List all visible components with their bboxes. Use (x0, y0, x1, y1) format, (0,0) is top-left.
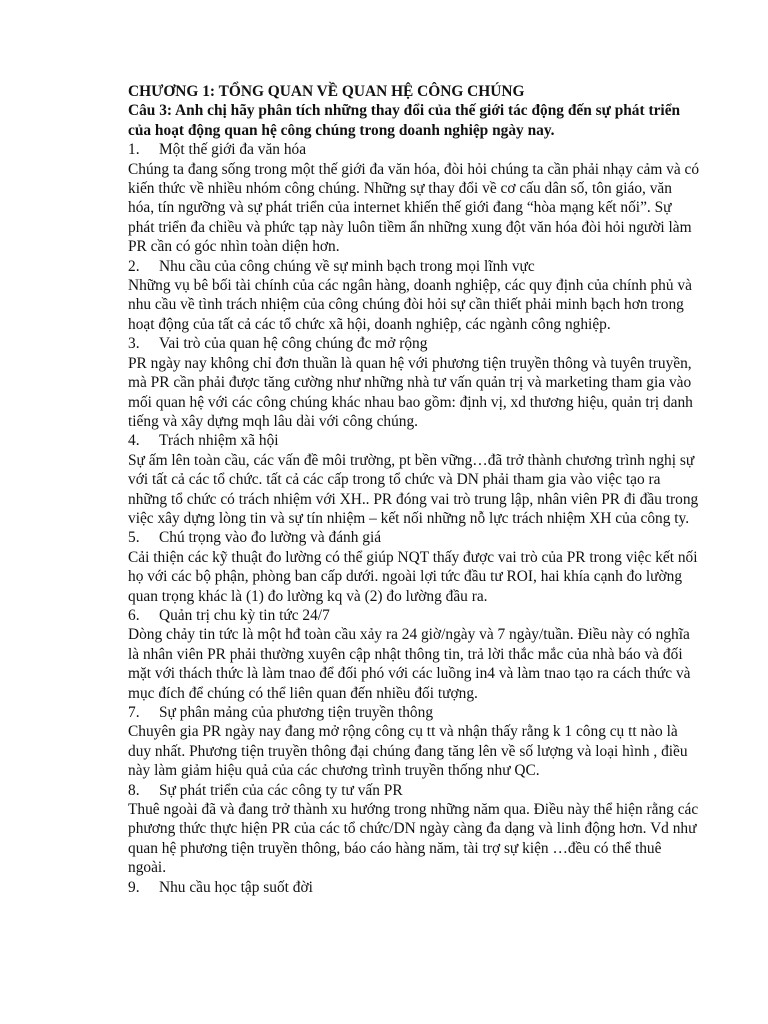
section-7-heading (128, 703, 700, 722)
section-4-heading (128, 431, 700, 450)
section-number: 3. (128, 335, 140, 353)
section-title: Một thế giới đa văn hóa (159, 141, 307, 159)
section-7-body: Chuyên gia PR ngày nay đang mở rộng công cụ tt và nhận thấy rằng k 1 công cụ tt nào là duy nhất. Phương tiện truyền thông đại chúng đang tăng lên về số lượng và loại hình , điều này làm giảm hiệu quả của các chương trình truyền thống như QC. (128, 723, 688, 780)
section-8-heading (128, 781, 700, 800)
section-6-heading (128, 606, 700, 625)
section-8-body: Thuê ngoài đã và đang trở thành xu hướng trong những năm qua. Điều này thể hiện rằng các phương thức thực hiện PR của các tổ chức/DN ngày càng đa dạng và linh động hơn. Vd như quan hệ phương tiện truyền thông, báo cáo hàng năm, tài trợ sự kiện …đều có thể thuê ngoài. (128, 801, 699, 877)
section-title: Nhu cầu học tập suốt đời (159, 878, 313, 896)
section-number: 4. (128, 432, 140, 450)
chapter-title: CHƯƠNG 1: TỔNG QUAN VỀ QUAN HỆ CÔNG CHÚNG (128, 83, 525, 100)
section-title: Trách nhiệm xã hội (159, 432, 279, 450)
section-number: 9. (128, 878, 140, 896)
document-page (128, 82, 700, 897)
section-3-body: PR ngày nay không chỉ đơn thuần là quan hệ với phương tiện truyền thông và tuyên truyền, mà PR cần phải được tăng cường như những nhà tư vấn quản trị và marketing tham gia vào mối quan hệ với các công chúng khác nhau bao gồm: định vị, xd thương hiệu, quản trị danh tiếng và xây dựng mqh lâu dài với công chúng. (128, 354, 693, 430)
section-4-body: Sự ấm lên toàn cầu, các vấn đề môi trường, pt bền vững…đã trở thành chương trình nghị sự với tất cả các tổ chức. tất cả các cấp trong tổ chức và DN phải tham gia vào việc tạo ra những tổ chức có trách nhiệm với XH.. PR đóng vai trò trung lập, nhân viên PR đi đầu trong việc xây dựng lòng tin và sự tín nhiệm – kết nối những nỗ lực trách nhiệm XH của công ty. (128, 451, 699, 527)
section-title: Chú trọng vào đo lường và đánh giá (159, 529, 382, 547)
section-3-heading (128, 334, 700, 353)
section-number: 2. (128, 257, 140, 275)
section-2-body: Những vụ bê bối tài chính của các ngân hàng, doanh nghiệp, các quy định của chính phủ và nhu cầu về tình trách nhiệm của công chúng đòi hỏi sự cần thiết phải minh bạch hơn trong hoạt động của tất cả các tổ chức xã hội, doanh nghiệp, các ngành công nghiệp. (128, 277, 692, 333)
section-1-heading (128, 140, 700, 159)
section-5-heading (128, 528, 700, 547)
section-6-body: Dòng chảy tin tức là một hđ toàn cầu xảy ra 24 giờ/ngày và 7 ngày/tuần. Điều này có nghĩa là nhân viên PR phải thường xuyên cập nhật thông tin, trả lời thắc mắc của nhà báo và đối mặt với thách thức là làm tnao để đối phó với các luồng in4 và làm tnao tạo ra cách thức và mục đích để chúng có thể liên quan đến nhiều đối tượng. (128, 626, 691, 702)
section-number: 8. (128, 781, 140, 799)
section-1-body: Chúng ta đang sống trong một thế giới đa văn hóa, đòi hỏi chúng ta cần phải nhạy cảm và có kiến thức về nhiều nhóm công chúng. Những sự thay đổi về cơ cấu dân số, tôn giáo, văn hóa, tín ngưỡng và sự phát triển của internet khiến thế giới đang “hòa mạng kết nối”. Sự phát triển đa chiều và phức tạp này luôn tiềm ẩn những xung đột văn hóa đòi hỏi người làm PR cần có góc nhìn toàn diện hơn. (128, 160, 700, 256)
section-title: Sự phát triển của các công ty tư vấn PR (159, 781, 403, 799)
section-number: 5. (128, 529, 140, 547)
section-5-body: Cải thiện các kỹ thuật đo lường có thể giúp NQT thấy được vai trò của PR trong việc kết nối họ với các bộ phận, phòng ban cấp dưới. ngoài lợi tức đầu tư ROI, hai khía cạnh đo lường quan trọng khác là (1) đo lường kq và (2) đo lường đầu ra. (128, 548, 698, 605)
section-title: Vai trò của quan hệ công chúng đc mở rộng (159, 335, 428, 353)
section-number: 6. (128, 606, 140, 624)
section-number: 7. (128, 704, 140, 721)
section-2-heading (128, 257, 700, 276)
question-text: Câu 3: Anh chị hãy phân tích những thay đổi của thế giới tác động đến sự phát triển của hoạt động quan hệ công chúng trong doanh nghiệp ngày nay. (128, 102, 681, 139)
section-title: Nhu cầu của công chúng về sự minh bạch trong mọi lĩnh vực (159, 257, 535, 275)
section-9-heading (128, 878, 700, 897)
section-title: Sự phân mảng của phương tiện truyền thông (159, 704, 434, 721)
section-number: 1. (128, 141, 140, 159)
section-title: Quản trị chu kỳ tin tức 24/7 (159, 606, 330, 624)
